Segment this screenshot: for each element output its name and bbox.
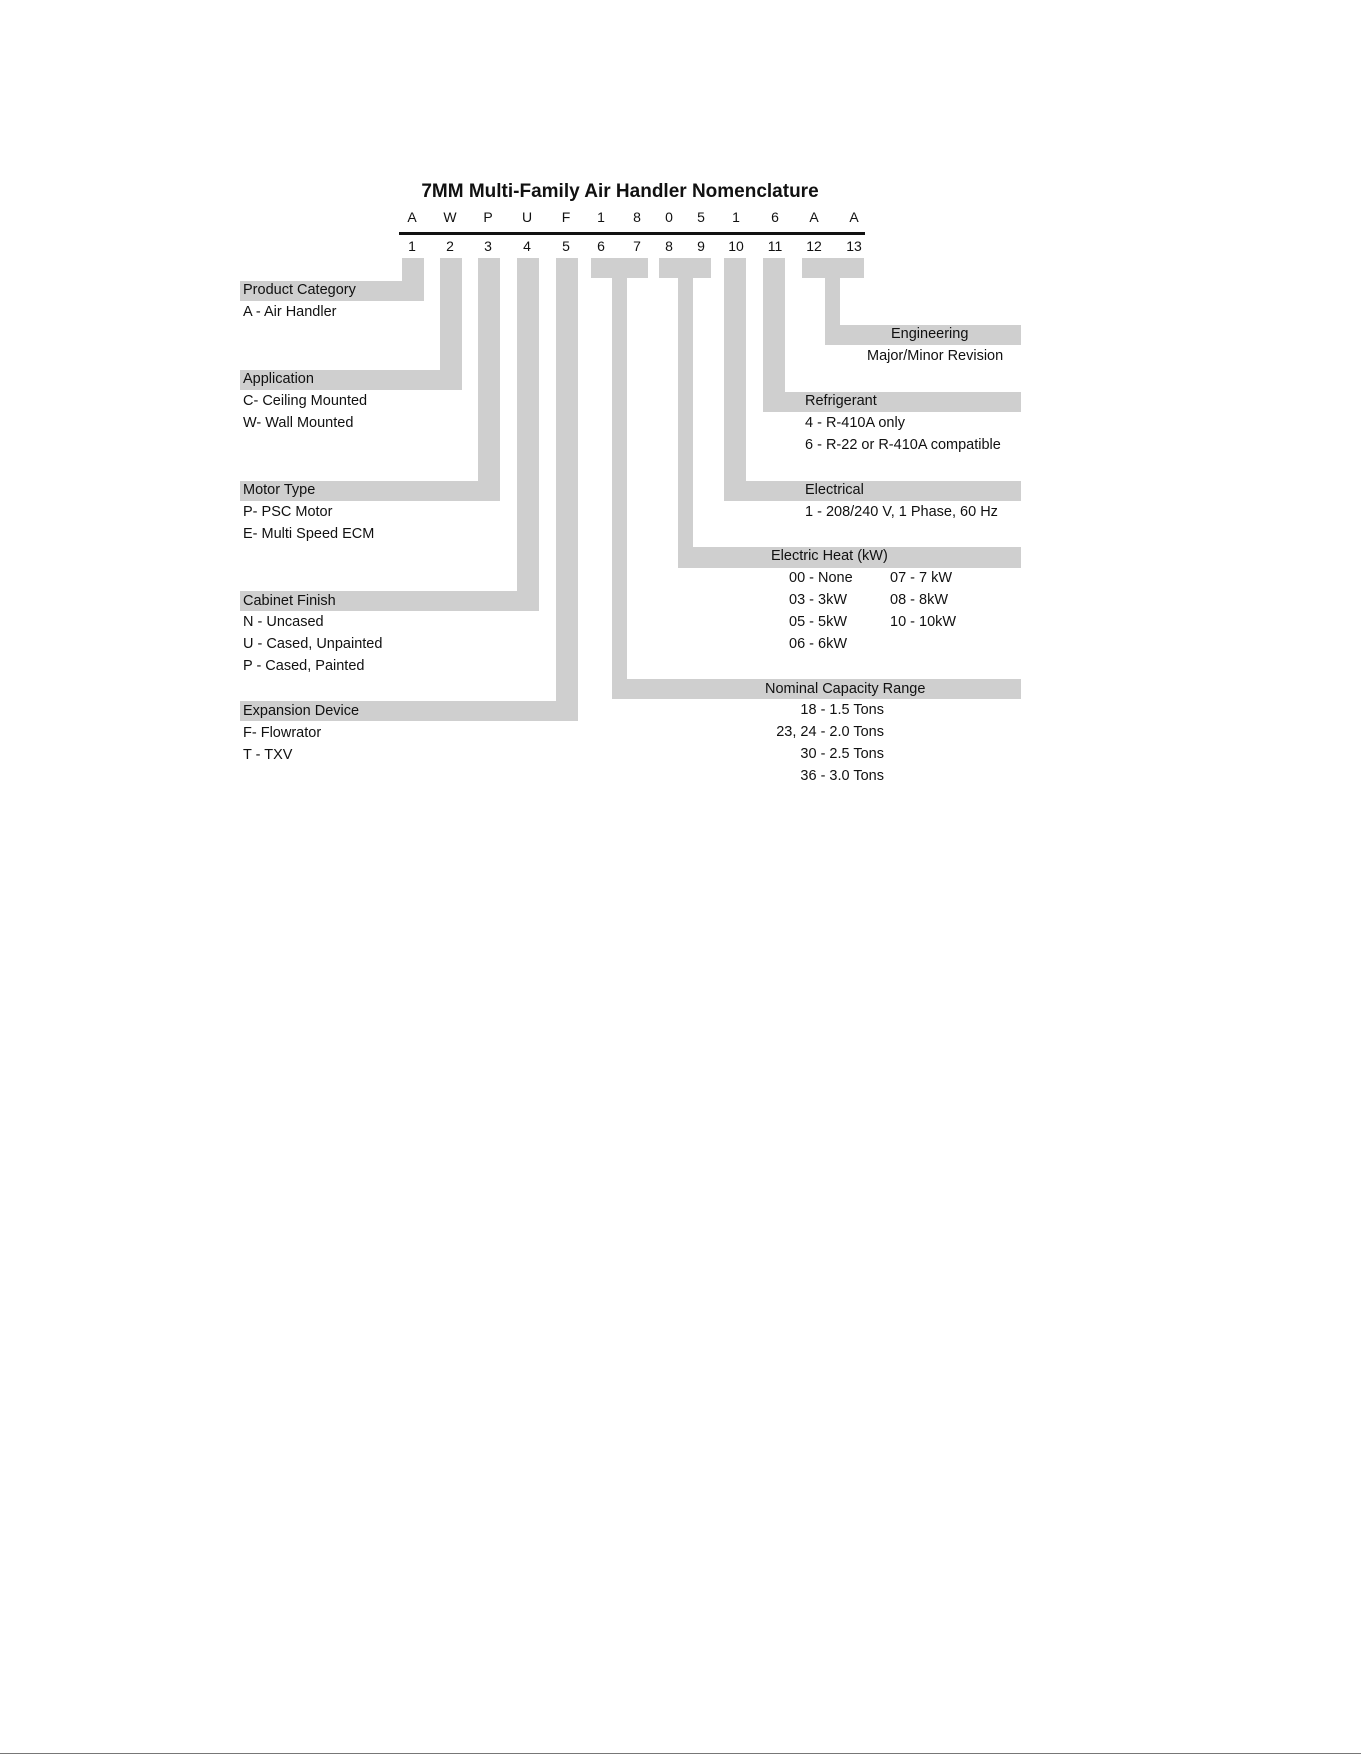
- electric-heat-item: 07 - 7 kW: [890, 570, 953, 586]
- engineering-header: Engineering: [891, 326, 969, 342]
- connector-electrical-stem: [724, 258, 746, 501]
- motor-type-header: Motor Type: [243, 482, 316, 498]
- code-letter-5: F: [561, 209, 571, 225]
- code-letter-10: 1: [732, 209, 740, 225]
- connector-expansion-device-stem: [556, 258, 578, 721]
- position-number-4: 4: [523, 238, 531, 254]
- expansion-device-item: F- Flowrator: [243, 725, 322, 741]
- code-letter-8: 0: [665, 209, 673, 225]
- position-number-13: 13: [846, 238, 862, 254]
- code-letter-3: P: [483, 209, 493, 225]
- engineering-item: Major/Minor Revision: [867, 348, 1004, 364]
- connector-cabinet-finish-stem: [517, 258, 539, 611]
- electric-heat-item: 03 - 3kW: [789, 592, 848, 608]
- position-number-6: 6: [597, 238, 605, 254]
- nominal-capacity-item: 23, 24 - 2.0 Tons: [776, 724, 884, 740]
- diagram-title: 7MM Multi-Family Air Handler Nomenclature: [421, 181, 819, 202]
- expansion-device-header: Expansion Device: [243, 703, 360, 719]
- connector-electric-heat-stem: [678, 258, 693, 568]
- position-number-1: 1: [408, 238, 416, 254]
- product-category-item: A - Air Handler: [243, 304, 337, 320]
- position-number-11: 11: [767, 238, 783, 254]
- electric-heat-header: Electric Heat (kW): [771, 548, 888, 564]
- application-item: C- Ceiling Mounted: [243, 393, 368, 409]
- code-letter-2: W: [443, 209, 457, 225]
- position-number-12: 12: [806, 238, 822, 254]
- electrical-item: 1 - 208/240 V, 1 Phase, 60 Hz: [805, 504, 998, 520]
- code-letter-12: A: [809, 209, 819, 225]
- position-number-10: 10: [728, 238, 744, 254]
- refrigerant-item: 6 - R-22 or R-410A compatible: [805, 437, 1001, 453]
- code-letter-13: A: [849, 209, 859, 225]
- nominal-capacity-item: 30 - 2.5 Tons: [800, 746, 884, 762]
- position-number-9: 9: [697, 238, 705, 254]
- nominal-capacity-header: Nominal Capacity Range: [765, 681, 926, 697]
- code-letter-6: 1: [597, 209, 605, 225]
- code-letter-9: 5: [697, 209, 705, 225]
- connector-capacity-stem: [612, 258, 627, 699]
- product-category-header: Product Category: [243, 282, 356, 298]
- cabinet-finish-header: Cabinet Finish: [243, 593, 336, 609]
- electric-heat-item: 08 - 8kW: [890, 592, 949, 608]
- motor-type-item: P- PSC Motor: [243, 504, 333, 520]
- code-divider-rule: [399, 232, 865, 235]
- nominal-capacity-item: 36 - 3.0 Tons: [800, 768, 884, 784]
- position-number-5: 5: [562, 238, 570, 254]
- motor-type-item: E- Multi Speed ECM: [243, 526, 375, 542]
- refrigerant-header: Refrigerant: [805, 393, 877, 409]
- cabinet-finish-item: N - Uncased: [243, 614, 324, 630]
- code-letter-11: 6: [771, 209, 779, 225]
- code-letter-1: A: [407, 209, 417, 225]
- electric-heat-item: 06 - 6kW: [789, 636, 848, 652]
- connector-refrigerant-bar: [763, 392, 1021, 412]
- position-number-8: 8: [665, 238, 673, 254]
- application-item: W- Wall Mounted: [243, 415, 354, 431]
- position-number-7: 7: [633, 238, 641, 254]
- position-number-2: 2: [446, 238, 454, 254]
- electrical-header: Electrical: [805, 482, 864, 498]
- application-header: Application: [243, 371, 314, 387]
- nominal-capacity-item: 18 - 1.5 Tons: [800, 702, 884, 718]
- electric-heat-item: 00 - None: [789, 570, 853, 586]
- cabinet-finish-item: U - Cased, Unpainted: [243, 636, 383, 652]
- refrigerant-item: 4 - R-410A only: [805, 415, 905, 431]
- code-letter-4: U: [521, 209, 533, 225]
- page-bottom-rule: [0, 1753, 1361, 1754]
- connector-motor-type-stem: [478, 258, 500, 501]
- connector-refrigerant-stem: [763, 258, 785, 412]
- electric-heat-item: 10 - 10kW: [890, 614, 957, 630]
- electric-heat-item: 05 - 5kW: [789, 614, 848, 630]
- connector-electrical-bar: [724, 481, 1021, 501]
- position-number-3: 3: [484, 238, 492, 254]
- expansion-device-item: T - TXV: [243, 747, 293, 763]
- cabinet-finish-item: P - Cased, Painted: [243, 658, 365, 674]
- code-letter-7: 8: [633, 209, 641, 225]
